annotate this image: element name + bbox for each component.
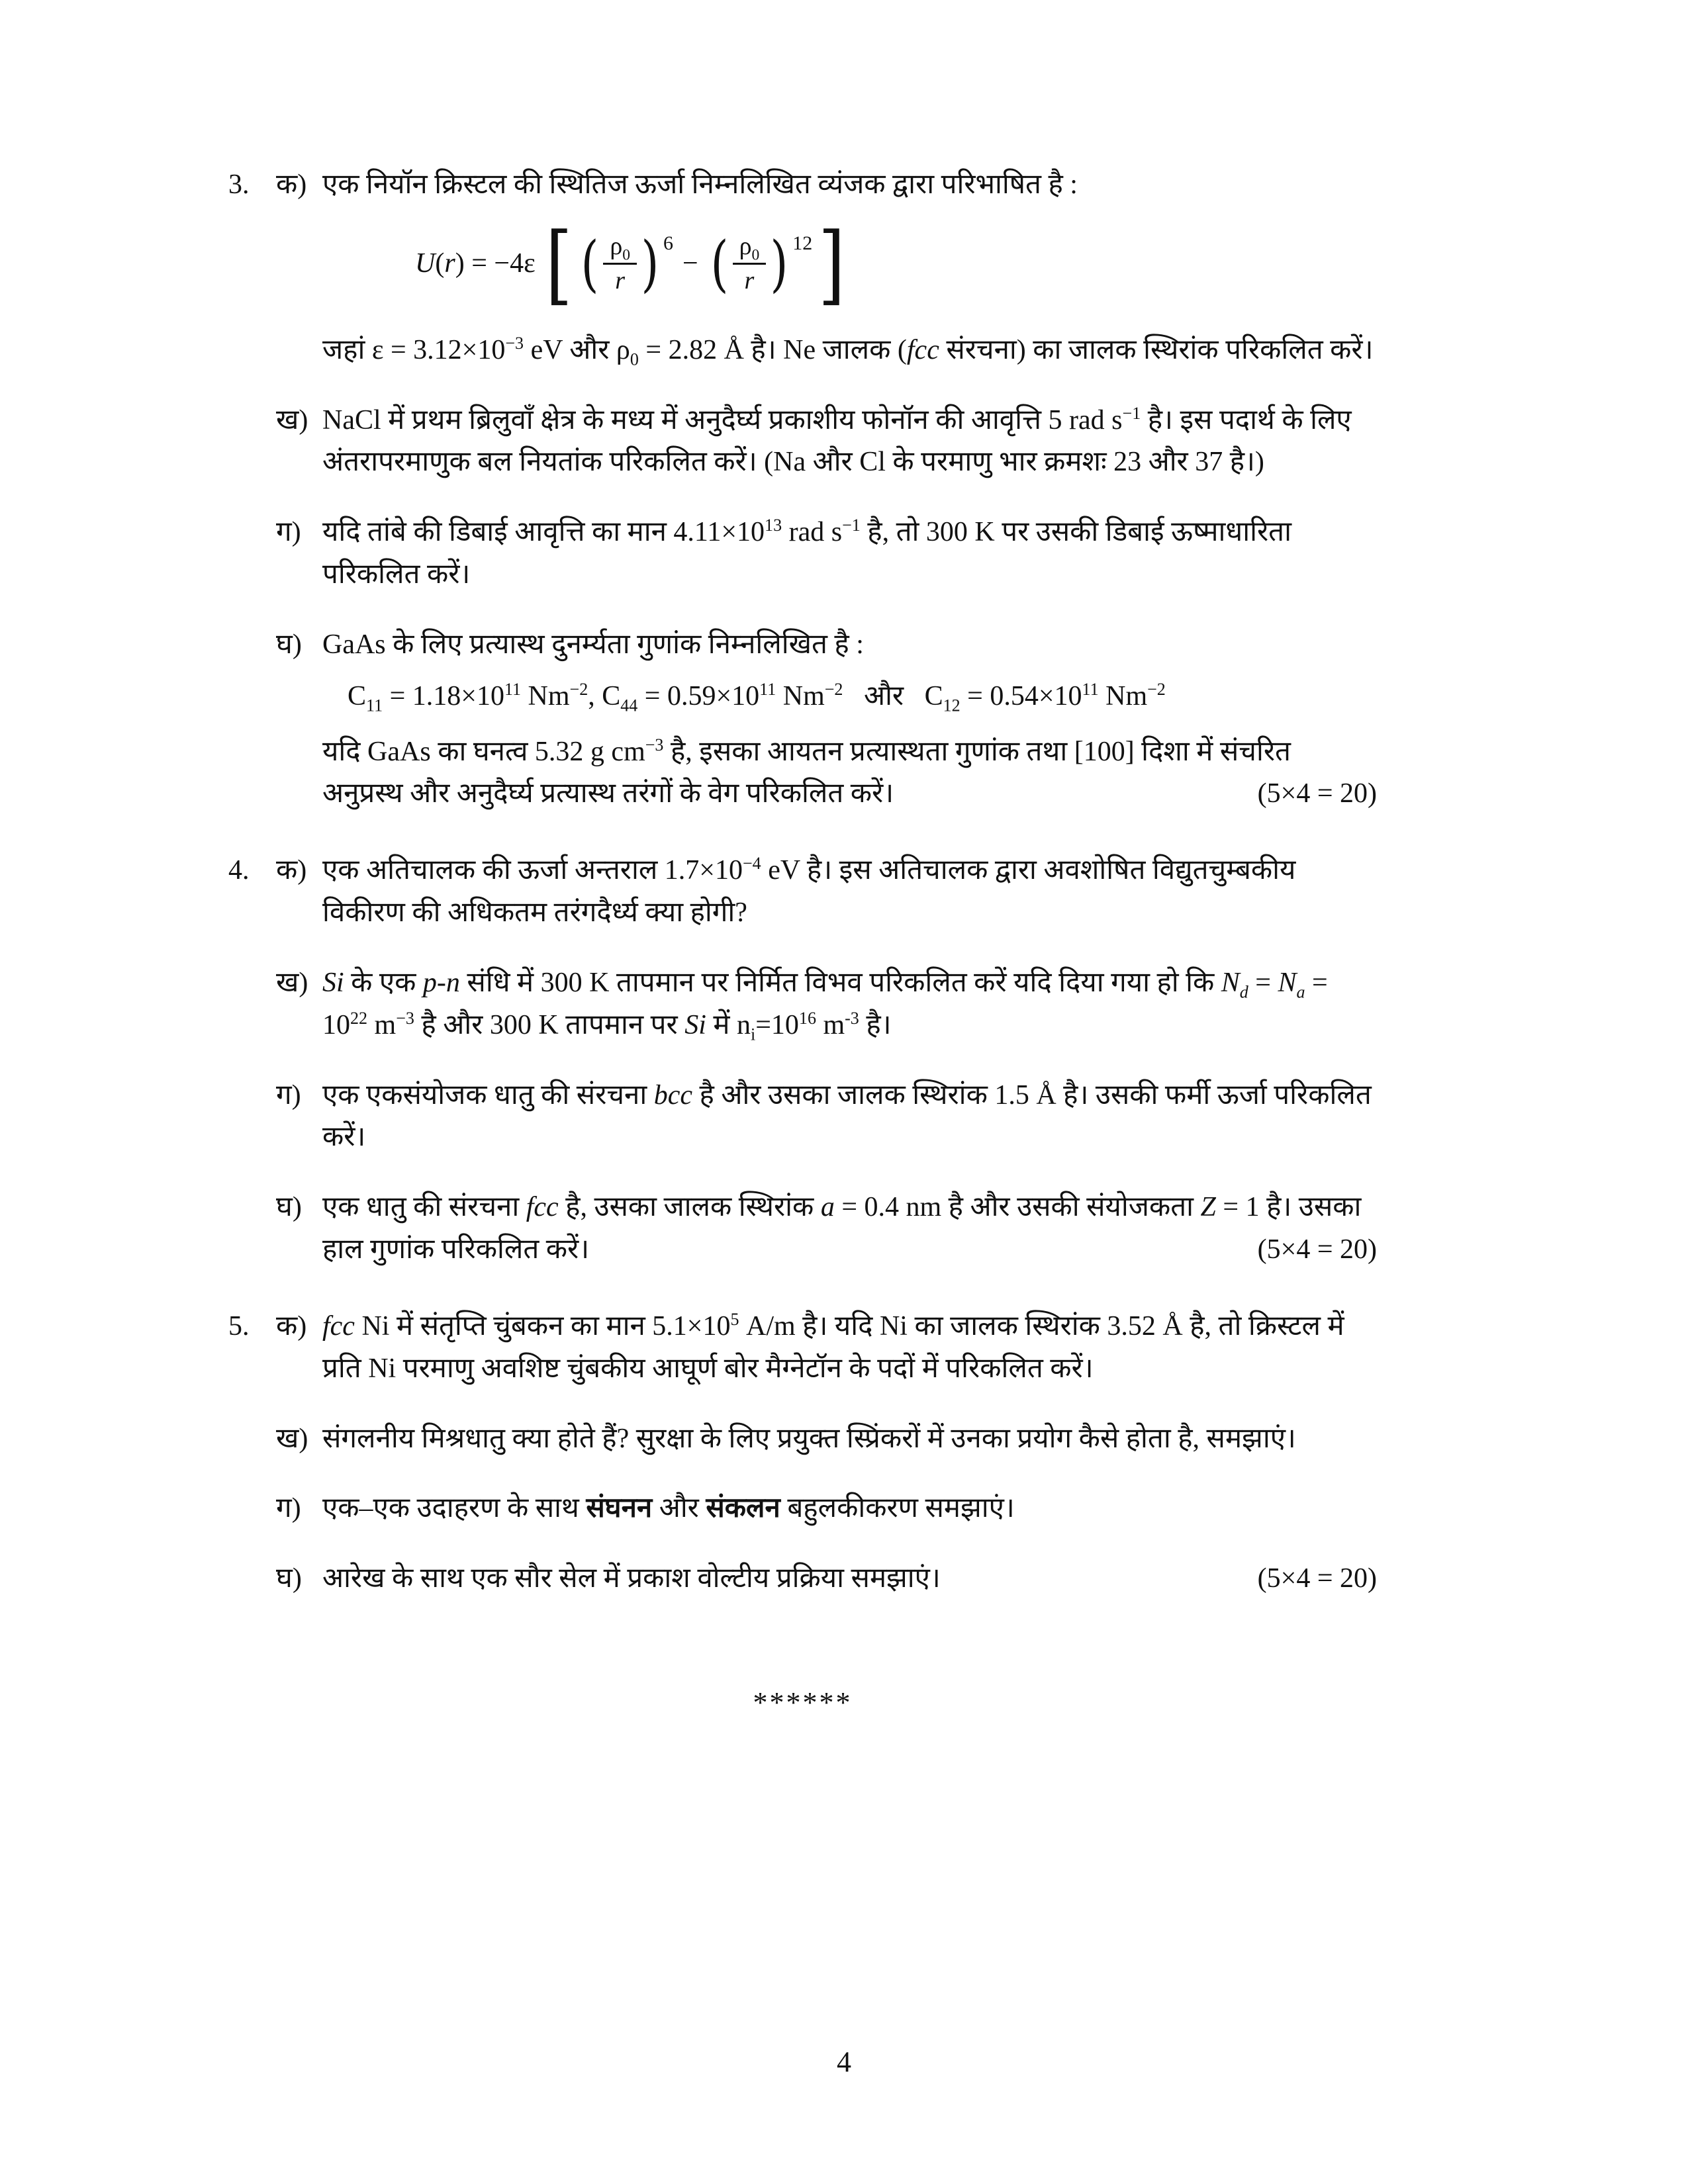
left-paren: ( xyxy=(581,228,599,299)
marks-badge: (5×4 = 20) xyxy=(1257,778,1377,809)
part-body xyxy=(322,1306,1377,1390)
left-paren: ( xyxy=(710,228,729,299)
part-label: ग) xyxy=(276,517,301,548)
right-square-bracket: ] xyxy=(818,213,845,314)
part-body xyxy=(322,1418,1377,1461)
part-body xyxy=(322,1488,1377,1530)
part-body xyxy=(322,962,1377,1047)
part-label: ग) xyxy=(276,1493,301,1524)
question-number-spacer xyxy=(228,962,276,1047)
left-square-bracket: [ xyxy=(545,213,573,314)
fraction xyxy=(733,232,767,296)
part-label: ख) xyxy=(276,967,308,998)
part-body xyxy=(322,512,1377,596)
elastic-constants-line: $C_{11} = 1.18\times 10^{11}$ $Nm^{-2}$, $C_{44} = 0.59\times 10^{11}$ $Nm^{-2}$ और $C_{12} = 0.54\times 10^{11}$ $Nm^{-2}$ xyxy=(348,679,1166,715)
part-text: एक अतिचालक की ऊर्जा अन्तराल $1.7\times 10^{-4}$ eV है। इस अतिचालक द्वारा अवशोषित विद्युतचुम्बकीय विकीरण की अधिकतम तरंगदैर्ध्य क्या होगी? xyxy=(322,854,1296,929)
fraction-term-1 xyxy=(578,228,673,299)
part-text: आरेख के साथ एक सौर सेल में प्रकाश वोल्टीय प्रक्रिया समझाएं। xyxy=(322,1563,941,1594)
part-label: घ) xyxy=(276,1192,302,1223)
part-body xyxy=(322,400,1377,484)
part-label: क) xyxy=(276,855,307,886)
fraction-denominator: r xyxy=(615,267,626,295)
question-3-part-gha xyxy=(228,624,1377,815)
fraction-term-2 xyxy=(708,228,813,299)
question-3 xyxy=(228,164,1377,815)
question-number-spacer xyxy=(228,624,276,815)
question-3-part-ka xyxy=(228,164,1377,372)
question-4-part-ga xyxy=(228,1075,1377,1160)
minus-sign: − xyxy=(682,248,698,279)
exponent-12: 12 xyxy=(792,232,813,254)
part-text: यदि GaAs का घनत्व 5.32 g $cm^{-3}$ है, इसका आयतन प्रत्यास्थता गुणांक तथा [100] दिशा में संचरित अनुप्रस्थ और अनुदैर्घ्य प्रत्यास्थ तरंगों के वेग परिकलित करें। xyxy=(322,735,1291,809)
part-text: एक धातु की संरचना fcc है, उसका जालक स्थिरांक a = 0.4 nm है और उसकी संयोजकता Z = 1 है। उसका हाल गुणांक परिकलित करें। xyxy=(322,1192,1362,1265)
question-number: 3. xyxy=(228,169,250,200)
question-number: 4. xyxy=(228,855,250,886)
question-4-part-ka xyxy=(228,850,1377,934)
question-5-part-ga xyxy=(228,1488,1377,1530)
part-label: घ) xyxy=(276,1563,302,1594)
part-body xyxy=(322,1075,1377,1160)
part-body xyxy=(322,1187,1377,1271)
question-5-part-gha xyxy=(228,1558,1377,1600)
part-text: एक एकसंयोजक धातु की संरचना bcc है और उसका जालक स्थिरांक 1.5 Å है। उसकी फर्मी ऊर्जा परिकलित करें। xyxy=(322,1079,1372,1153)
part-text: Si के एक p-n संधि में 300 K तापमान पर निर्मित विभव परिकलित करें यदि दिया गया हो कि $N_d = N_a = 10^{22}$ $m^{-3}$ है और 300 K तापमान पर Si में $n_i=10^{16}$ $m^{-3}$ है। xyxy=(322,967,1328,1044)
question-number-spacer xyxy=(228,1558,276,1600)
page-number: 4 xyxy=(837,2046,851,2079)
question-number-spacer xyxy=(228,512,276,596)
question-3-part-ga xyxy=(228,512,1377,596)
part-text: NaCl में प्रथम ब्रिलुवाँ क्षेत्र के मध्य में अनुदैर्घ्य प्रकाशीय फोनॉन की आवृत्ति 5 rad $s^{-1}$ है। इस पदार्थ के लिए अंतरापरमाणुक बल नियतांक परिकलित करें। (Na और Cl के परमाणु भार क्रमशः 23 और 37 है।) xyxy=(322,403,1352,478)
part-body xyxy=(322,164,1377,372)
part-label: घ) xyxy=(276,629,302,660)
part-label: क) xyxy=(276,169,307,200)
part-text: यदि तांबे की डिबाई आवृत्ति का मान $4.11\times 10^{13}$ rad $s^{-1}$ है, तो 300 K पर उसकी डिबाई ऊष्माधारिता परिकलित करें। xyxy=(322,516,1291,590)
fraction-numerator: $\rho_0$ xyxy=(733,232,767,265)
question-number-spacer xyxy=(228,1418,276,1461)
right-paren: ) xyxy=(641,228,659,299)
question-5-part-kha xyxy=(228,1418,1377,1461)
part-body xyxy=(322,624,1377,815)
fraction-numerator: $\rho_0$ xyxy=(603,232,637,265)
part-label: ख) xyxy=(276,404,308,435)
right-paren: ) xyxy=(770,228,788,299)
marks-badge: (5×4 = 20) xyxy=(1257,1234,1377,1265)
marks-badge: (5×4 = 20) xyxy=(1257,1563,1377,1594)
question-4-part-gha xyxy=(228,1187,1377,1271)
part-body xyxy=(322,1558,1377,1600)
part-text: संगलनीय मिश्रधातु क्या होते हैं? सुरक्षा के लिए प्रयुक्त स्प्रिंकरों में उनका प्रयोग कैसे होता है, समझाएं। xyxy=(322,1423,1296,1454)
fraction xyxy=(603,232,637,296)
part-text: fcc Ni में संतृप्ति चुंबकन का मान $5.1\times 10^5$ A/m है। यदि Ni का जालक स्थिरांक 3.52 Å है, तो क्रिस्टल में प्रति Ni परमाणु अवशिष्ट चुंबकीय आघूर्ण बोर मैग्नेटॉन के पदों में परिकलित करें। xyxy=(322,1309,1344,1384)
exponent-6: 6 xyxy=(663,232,673,254)
question-5-part-ka xyxy=(228,1306,1377,1390)
question-5 xyxy=(228,1306,1377,1600)
question-number: 5. xyxy=(228,1310,250,1342)
part-text: जहां $\varepsilon = 3.12\times 10^{-3}$ eV और $\rho_0 = 2.82$ Å है। Ne जालक (fcc संरचना) का जालक स्थिरांक परिकलित करें। xyxy=(322,333,1374,369)
part-body xyxy=(322,850,1377,934)
question-number-spacer xyxy=(228,1075,276,1160)
part-text: एक नियॉन क्रिस्टल की स्थितिज ऊर्जा निम्नलिखित व्यंजक द्वारा परिभाषित है : xyxy=(322,169,1078,200)
question-number-spacer xyxy=(228,1187,276,1271)
part-label: ग) xyxy=(276,1079,301,1111)
question-3-part-kha xyxy=(228,400,1377,484)
part-text: GaAs के लिए प्रत्यास्थ दुनर्म्यता गुणांक निम्नलिखित है : xyxy=(322,629,864,660)
formula-lhs: U(r) = −4ε xyxy=(415,248,536,279)
end-of-paper-separator: ****** xyxy=(753,1686,853,1719)
question-4 xyxy=(228,850,1377,1271)
part-label: क) xyxy=(276,1310,307,1342)
part-text: एक–एक उदाहरण के साथ संघनन और संकलन बहुलकीकरण समझाएं। xyxy=(322,1493,1015,1524)
part-label: ख) xyxy=(276,1423,308,1454)
question-number-spacer xyxy=(228,1488,276,1530)
potential-energy-formula xyxy=(415,213,1377,314)
fraction-denominator: r xyxy=(744,267,755,295)
question-number-spacer xyxy=(228,400,276,484)
question-4-part-kha xyxy=(228,962,1377,1047)
